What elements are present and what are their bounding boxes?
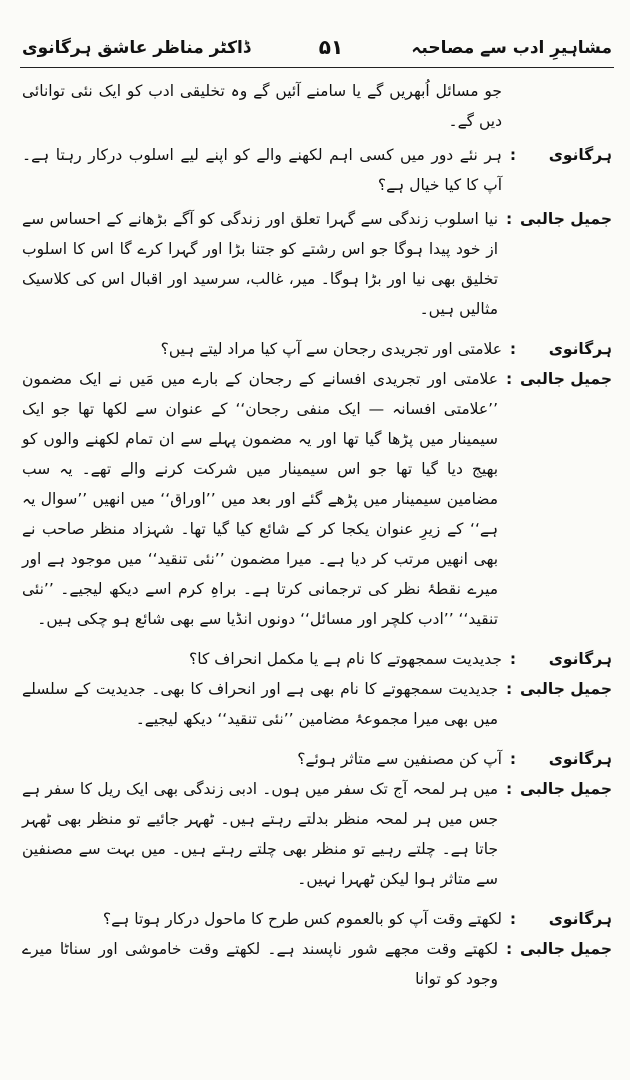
speaker-separator: : — [505, 370, 513, 388]
page-number: ۵۱ — [318, 35, 344, 59]
speaker-separator: : — [509, 146, 517, 164]
answer-text: نیا اسلوب زندگی سے گہرا تعلق اور زندگی کو آگے بڑھانے کے احساس سے از خود پیدا ہوگا جو اس رشتے کو جتنا بڑا اور گہرا کرے گا اس کا اسلوب تخلیق بھی نیا اور بڑا ہوگا۔ میر، غالب، سرسید اور اقبال اس کی کلاسیک مثالیں ہیں۔ — [22, 210, 499, 318]
question-text: ہر نئے دور میں کسی اہم لکھنے والے کو اپنے لیے اسلوب درکار رہتا ہے۔ آپ کا کیا خیال ہے؟ — [22, 146, 502, 194]
speaker-separator: : — [509, 650, 517, 668]
continued-paragraph — [22, 76, 612, 136]
question-row — [22, 744, 612, 774]
speaker-interviewee: جمیل جالبی — [520, 680, 612, 698]
question-text: علامتی اور تجریدی رجحان سے آپ کیا مراد لیتے ہیں؟ — [160, 340, 502, 358]
speaker-separator: : — [505, 680, 513, 698]
question-row — [22, 334, 612, 364]
question-text: لکھتے وقت آپ کو بالعموم کس طرح کا ماحول درکار ہوتا ہے؟ — [102, 910, 502, 928]
speaker-separator: : — [509, 750, 517, 768]
speaker-separator: : — [505, 210, 513, 228]
header-divider — [20, 67, 614, 68]
paragraph-text: جو مسائل اُبھریں گے یا سامنے آئیں گے وہ تخلیقی ادب کو ایک نئی توانائی دیں گے۔ — [22, 82, 502, 130]
answer-row — [22, 674, 612, 734]
speaker-interviewer: ہرگانوی — [548, 910, 612, 928]
speaker-interviewee: جمیل جالبی — [520, 370, 612, 388]
speaker-interviewee: جمیل جالبی — [520, 940, 612, 958]
book-title: مشاہیرِ ادب سے مصاحبہ — [411, 37, 612, 58]
author-name: ڈاکٹر مناظر عاشق ہرگانوی — [22, 37, 251, 58]
page-header — [22, 30, 612, 64]
answer-row — [22, 204, 612, 324]
answer-text: لکھتے وقت مجھے شور ناپسند ہے۔ لکھتے وقت خاموشی اور سناٹا میرے وجود کو توانا — [22, 940, 499, 988]
question-text: جدیدیت سمجھوتے کا نام ہے یا مکمل انحراف کا؟ — [189, 650, 502, 668]
answer-row — [22, 934, 612, 994]
interview-text — [22, 76, 612, 994]
question-row — [22, 140, 612, 200]
speaker-separator: : — [505, 780, 513, 798]
answer-text: علامتی اور تجریدی افسانے کے رجحان کے بارے میں مَیں نے ایک مضمون ’’علامتی افسانہ — ایک منفی رجحان‘‘ کے عنوان سے لکھا تھا جو ایک سیمینار میں پڑھا گیا تھا اور یہ مضمون پہلے سے ان تمام لکھنے والوں کو بھیج دیا گیا تھا جو اس سیمینار میں شرکت کرنے والے تھے۔ یہ سب مضامین سیمینار میں پڑھے گئے اور بعد میں ’’اوراق‘‘ میں انھیں ’’سوال یہ ہے‘‘ کے زیرِ عنوان یکجا کر کے شائع کیا گیا تھا۔ شہزاد منظر صاحب نے بھی انھیں مرتب کر دیا ہے۔ میرا مضمون ’’نئی تنقید‘‘ میں موجود ہے اور میرے نقطۂ نظر کی ترجمانی کرتا ہے۔ براہِ کرم اسے دیکھ لیجیے۔ ’’نئی تنقید‘‘ ’’ادب کلچر اور مسائل‘‘ دونوں انڈیا سے بھی شائع ہو چکی ہیں۔ — [22, 370, 499, 628]
speaker-interviewer: ہرگانوی — [548, 750, 612, 768]
speaker-interviewer: ہرگانوی — [548, 146, 612, 164]
question-row — [22, 644, 612, 674]
speaker-separator: : — [509, 340, 517, 358]
speaker-separator: : — [505, 940, 513, 958]
question-text: آپ کن مصنفین سے متاثر ہوئے؟ — [297, 750, 502, 768]
answer-text: جدیدیت سمجھوتے کا نام بھی ہے اور انحراف کا بھی۔ جدیدیت کے سلسلے میں بھی میرا مجموعۂ مضامین ’’نئی تنقید‘‘ دیکھ لیجیے۔ — [22, 680, 499, 728]
answer-row — [22, 364, 612, 634]
speaker-separator: : — [509, 910, 517, 928]
answer-text: میں ہر لمحہ آج تک سفر میں ہوں۔ ادبی زندگی بھی ایک ریل کا سفر ہے جس میں ہر لمحہ منظر بدلتے رہتے ہیں۔ ٹھہر جائیے تو منظر بھی ٹھہر جاتا ہے۔ چلتے رہیے تو منظر بھی چلتے رہتے ہیں۔ میں بہت سے مصنفین سے متاثر ہوا لیکن ٹھہرا نہیں۔ — [22, 780, 499, 888]
answer-row — [22, 774, 612, 894]
speaker-interviewee: جمیل جالبی — [520, 780, 612, 798]
speaker-interviewer: ہرگانوی — [548, 340, 612, 358]
speaker-interviewer: ہرگانوی — [548, 650, 612, 668]
speaker-interviewee: جمیل جالبی — [520, 210, 612, 228]
question-row — [22, 904, 612, 934]
